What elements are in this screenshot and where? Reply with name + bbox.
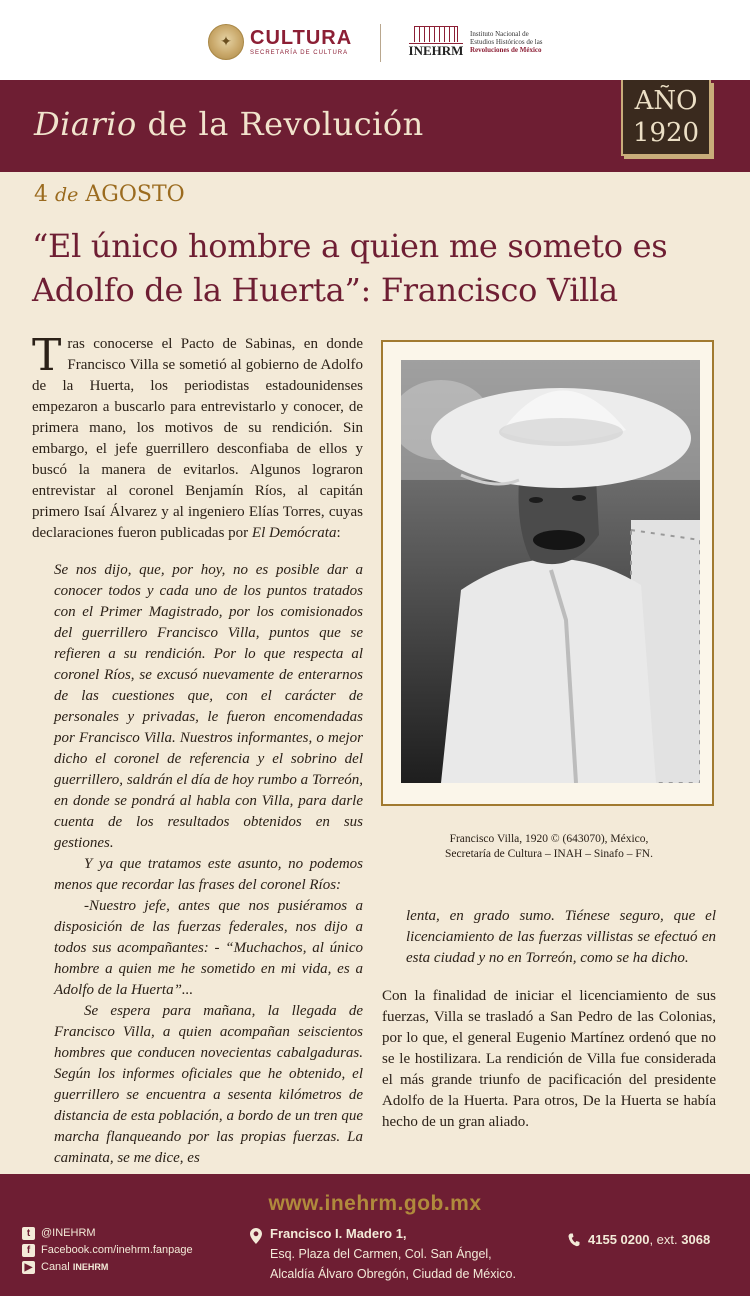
- portrait-illustration: [401, 360, 700, 783]
- photo-frame: [381, 340, 714, 806]
- newspaper-quote: [32, 560, 363, 1169]
- phone-extension: 3068: [681, 1232, 711, 1247]
- twitter-icon: t: [22, 1227, 35, 1240]
- building-icon: [414, 26, 458, 42]
- intro-text: ras conocerse el Pacto de Sabinas, en donde Francisco Villa se sometió al gobierno de Adolfo de la Huerta, los periodistas estadounidenses empezaron a buscarlo para entrevistarlo y conocer, de primera mano, los motivos de su rendición. Sin embargo, el jefe guerrillero desconfiaba de ellos y buscó la manera de evitarlos. Algunos lograron entrevistar al coronel Benjamín Ríos, al capitán primero Isaí Álvarez y al ingeniero Elías Torres, cuyas declaraciones fueron publicadas por: [32, 336, 363, 541]
- cultura-logo[interactable]: [208, 22, 352, 62]
- quote-paragraph-3: -Nuestro jefe, antes que nos pusiéramos a disposición de las fuerzas federales, nos dijo a todos sus acompañantes: - “Muchachos, al único hombre a quien me he sometido en mi vida, es a Adolfo de la Huerta”...: [54, 898, 363, 998]
- date-day: 4: [34, 182, 48, 207]
- phone-number: 4155 0200: [588, 1232, 650, 1247]
- youtube-icon: ▶: [22, 1261, 35, 1274]
- phone-ext-label: , ext.: [649, 1232, 682, 1247]
- series-title-italic: Diario: [34, 105, 137, 143]
- inehrm-line-1: Instituto Nacional de: [470, 30, 529, 38]
- date-de: de: [55, 184, 79, 206]
- francisco-villa-photo[interactable]: [401, 360, 700, 783]
- closing-paragraph: Con la finalidad de iniciar el licenciamiento de sus fuerzas, Villa se trasladó a San Pedro de las Colonias, por lo que, el general Eugenio Martínez ordenó que no se le hostilizara. La rendición de Villa fue considerada el más grande triunfo de pacificación del presidente Adolfo de la Huerta. Para otros, De la Huerta se había hecho de un gran aliado.: [382, 988, 716, 1130]
- year-value: 1920: [632, 118, 700, 148]
- address-line-3: Alcaldía Álvaro Obregón, Ciudad de México.: [270, 1267, 516, 1281]
- facebook-url: Facebook.com/inehrm.fanpage: [41, 1244, 193, 1256]
- year-label: AÑO: [634, 86, 698, 116]
- year-badge: [621, 80, 711, 156]
- website-link[interactable]: www.inehrm.gob.mx: [268, 1192, 482, 1215]
- facebook-link[interactable]: [22, 1242, 193, 1259]
- footer: [0, 1174, 750, 1296]
- youtube-prefix: Canal: [41, 1261, 70, 1273]
- phone-block[interactable]: [568, 1232, 710, 1247]
- address-line-2: Esq. Plaza del Carmen, Col. San Ángel,: [270, 1247, 492, 1261]
- location-pin-icon: [250, 1228, 262, 1244]
- newspaper-name: El Demócrata: [251, 525, 337, 541]
- inehrm-logo[interactable]: [406, 26, 543, 58]
- drop-cap: T: [32, 330, 62, 381]
- top-header: [0, 0, 750, 80]
- inehrm-word: INEHRM: [408, 43, 464, 58]
- twitter-link[interactable]: [22, 1225, 193, 1242]
- address-street: Francisco I. Madero 1,: [270, 1226, 407, 1241]
- inehrm-line-2: Estudios Históricos de las: [470, 38, 543, 46]
- article-left-column: [32, 330, 363, 1169]
- youtube-link[interactable]: [22, 1259, 193, 1276]
- inehrm-line-3: Revoluciones de México: [470, 46, 542, 54]
- cultura-name: CULTURA: [250, 27, 353, 49]
- date-month: AGOSTO: [85, 182, 185, 207]
- phone-icon: [568, 1233, 580, 1247]
- address-block: [250, 1224, 516, 1284]
- intro-paragraph: [32, 330, 363, 544]
- series-title-rest: de la Revolución: [136, 105, 424, 143]
- headline: “El único hombre a quien me someto es Adolfo de la Huerta”: Francisco Villa: [32, 227, 668, 309]
- cultura-subtitle: SECRETARÍA DE CULTURA: [250, 50, 349, 56]
- logo-divider: [380, 24, 381, 62]
- twitter-handle: @INEHRM: [41, 1227, 96, 1239]
- series-title: [34, 100, 424, 148]
- quote-paragraph-4: Se espera para mañana, la llegada de Francisco Villa, a quien acompañan seiscientos hombres que conducen novecientas cabalgaduras. Según los informes oficiales que he obtenido, el guerrillero se encuentra a sesenta kilómetros de distancia de esta población, a bordo de un tren que marcha flanqueando por las propias fuerzas. La caminata, se me dice, es: [54, 1003, 363, 1166]
- intro-end: :: [336, 525, 341, 541]
- youtube-channel: INEHRM: [72, 1262, 109, 1272]
- eagle-seal-icon: ✦: [208, 24, 244, 60]
- photo-caption: [381, 832, 717, 862]
- caption-line-2: Secretaría de Cultura – INAH – Sinafo – FN.: [445, 848, 653, 860]
- quote-continuation: lenta, en grado sumo. Tiénese seguro, que el licenciamiento de las fuerzas villistas se efectuó en esta ciudad y no en Torreón, como se ha dicho.: [406, 908, 716, 966]
- social-links: [22, 1225, 193, 1276]
- quote-paragraph-2: Y ya que tratamos este asunto, no podemos menos que recordar las frases del coronel Ríos:: [54, 856, 363, 893]
- article-date: [34, 182, 185, 207]
- quote-paragraph-1: Se nos dijo, que, por hoy, no es posible dar a conocer todos y cada uno de los puntos tratados con el Primer Magistrado, por los comisionados del guerrillero Francisco Villa, puntos que se refieren a su rendición. Por lo que respecta al coronel Ríos, se excusó nuevamente de enterarnos de las cuestiones que, con el carácter de personales y privadas, le fueron encomendadas por Francisco Villa. Nuestros informantes, o mejor dicho el coronel de referencia y el sobrino del guerrillero, saldrán el día de hoy rumbo a Torreón, en donde se pondrá al habla con Villa, para darle cuenta de los resultados obtenidos en sus gestiones.: [54, 562, 363, 851]
- facebook-icon: f: [22, 1244, 35, 1257]
- caption-line-1: Francisco Villa, 1920 © (643070), México,: [449, 833, 649, 845]
